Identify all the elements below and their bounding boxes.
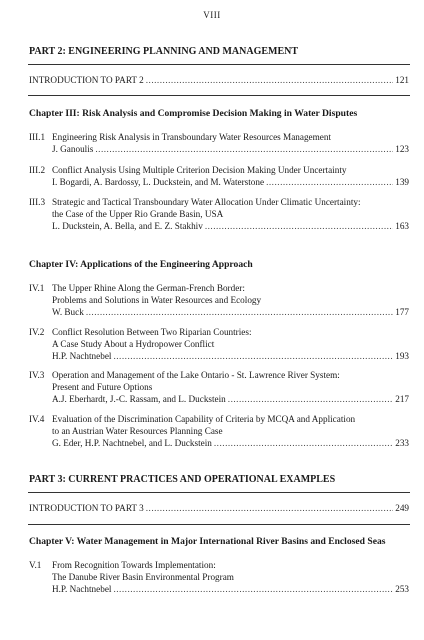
part-3-introduction-entry [29,502,409,514]
page-ref: 177 [395,307,409,317]
entry-title: A Case Study About a Hydropower Conflict [52,339,215,349]
leader-dots [266,176,393,188]
entry-title: INTRODUCTION TO PART 2 [29,75,144,85]
entry-authors: H.P. Nachtnebel [52,584,112,594]
entry-title: the Case of the Upper Rio Grande Basin, USA [52,209,224,219]
entry-authors: H.P. Nachtnebel [52,351,112,361]
entry-title: Engineering Risk Analysis in Transboundary Water Resources Management [52,132,332,142]
chapter-3-title: Chapter III: Risk Analysis and Compromise Decision Making in Water Disputes [29,108,358,119]
part-3-title: PART 3: CURRENT PRACTICES AND OPERATIONAL EXAMPLES [29,474,336,485]
divider [28,492,410,493]
entry-number: IV.4 [29,414,45,424]
entry-title: Strategic and Tactical Transboundary Water Allocation Under Climatic Uncertainty: [52,197,361,207]
entry-number: III.3 [29,197,46,207]
entry-authors: W. Buck [52,307,84,317]
entry-title: INTRODUCTION TO PART 3 [29,503,144,513]
entry-authors-line [52,176,409,188]
chapter-4-title: Chapter IV: Applications of the Engineering Approach [29,259,253,270]
entry-title: Conflict Resolution Between Two Riparian Countries: [52,327,252,337]
divider [28,524,410,525]
page-ref: 163 [395,221,409,231]
page-ref: 233 [395,438,409,448]
entry-title: From Recognition Towards Implementation: [52,560,216,570]
page-ref: 139 [395,177,409,187]
entry-number: III.2 [29,165,46,175]
entry-authors-line [52,306,409,318]
divider [28,95,410,96]
part-2-title: PART 2: ENGINEERING PLANNING AND MANAGEMENT [29,46,299,57]
page-ref: 217 [395,394,409,404]
page-ref: 121 [395,75,409,85]
leader-dots [205,220,393,232]
page-number: VIII [203,10,221,20]
entry-authors-line [52,393,409,405]
entry-title: Operation and Management of the Lake Ontario - St. Lawrence River System: [52,370,340,380]
page-ref: 249 [395,503,409,513]
entry-number: IV.2 [29,327,45,337]
entry-number: IV.3 [29,370,45,380]
leader-dots [228,393,393,405]
chapter-5-title: Chapter V: Water Management in Major International River Basins and Enclosed Seas [29,536,386,547]
entry-authors: A.J. Eberhardt, J.-C. Rassam, and L. Duckstein [52,394,226,404]
entry-title: Evaluation of the Discrimination Capability of Criteria by MCQA and Application [52,414,356,424]
entry-authors-line [52,437,409,449]
entry-title: The Danube River Basin Environmental Program [52,572,234,582]
page-ref: 193 [395,351,409,361]
entry-number: III.1 [29,132,46,142]
entry-title: Present and Future Options [52,382,153,392]
leader-dots [113,583,393,595]
entry-authors: L. Duckstein, A. Bella, and E. Z. Stakhiv [52,221,203,231]
entry-authors: J. Ganoulis [52,144,94,154]
leader-dots [113,350,393,362]
entry-number: IV.1 [29,283,45,293]
entry-authors-line [52,220,409,232]
entry-title: The Upper Rhine Along the German-French Border: [52,283,245,293]
page-ref: 253 [395,584,409,594]
entry-authors: I. Bogardi, A. Bardossy, L. Duckstein, and M. Waterstone [52,177,265,187]
entry-authors-line [52,583,409,595]
leader-dots [146,502,393,514]
page-ref: 123 [395,144,409,154]
entry-title: Problems and Solutions in Water Resources and Ecology [52,295,262,305]
entry-authors: G. Eder, H.P. Nachtnebel, and L. Duckstein [52,438,212,448]
part-2-introduction-entry [29,74,409,86]
leader-dots [86,306,393,318]
leader-dots [214,437,393,449]
entry-title: to an Austrian Water Resources Planning Case [52,426,223,436]
entry-number: V.1 [29,560,42,570]
leader-dots [146,74,393,86]
entry-authors-line [52,350,409,362]
leader-dots [95,143,393,155]
divider [28,64,410,65]
entry-authors-line [52,143,409,155]
entry-title: Conflict Analysis Using Multiple Criterion Decision Making Under Uncertainty [52,165,347,175]
